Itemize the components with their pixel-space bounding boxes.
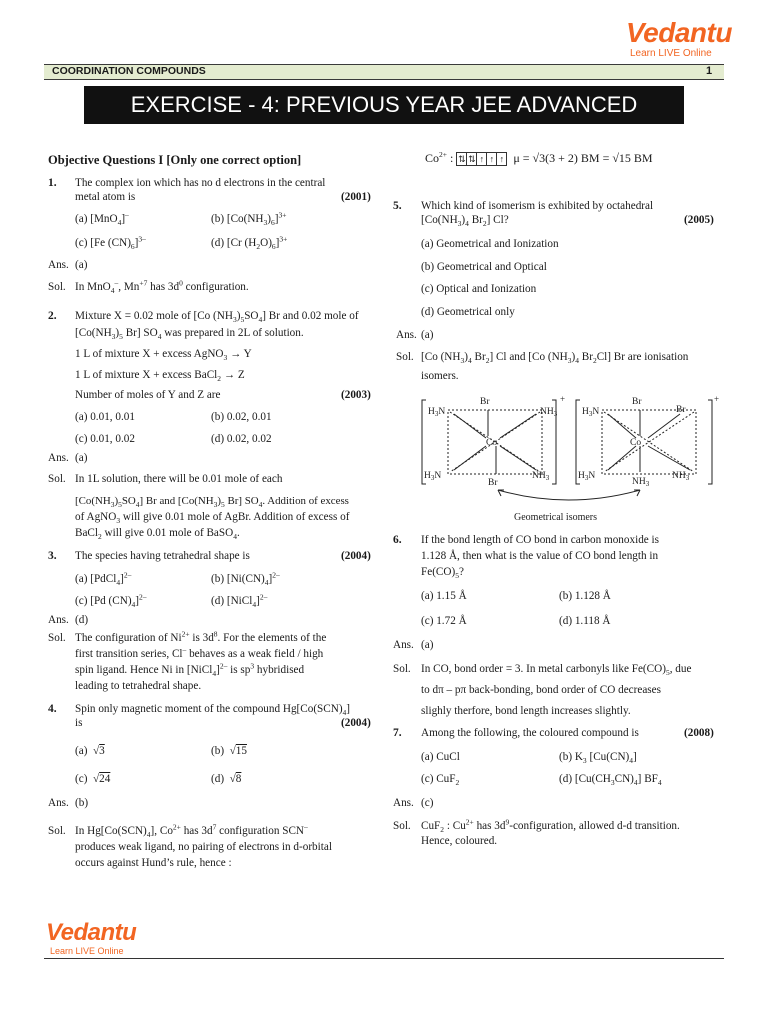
q1-stem-line2: metal atom is	[75, 191, 136, 203]
q7-option-d: (d) $[Cu(CH_3CN)_4]$ $BF_4$	[559, 773, 662, 788]
q4-number: 4.	[48, 703, 57, 715]
chapter-title: COORDINATION COMPOUNDS	[52, 65, 206, 77]
co-ion-label: Co	[425, 151, 440, 165]
q4-option-c: (c) √24	[75, 773, 111, 785]
q5-stem-line1: Which kind of isomerism is exhibited by octahedral	[421, 200, 654, 212]
orbital-box: ⇅	[458, 154, 466, 164]
q1-option-a: (a) [MnO$_4$]–	[75, 210, 129, 228]
exercise-title: EXERCISE - 4: PREVIOUS YEAR JEE ADVANCED QUESTION	[84, 86, 684, 124]
q2-answer-label: Ans.	[48, 452, 69, 464]
q5-option-a: (a) Geometrical and Ionization	[421, 238, 559, 250]
q6-option-c: (c) 1.72 Å	[421, 615, 467, 627]
left-co: Co	[486, 438, 498, 448]
q5-option-b: (b) Geometrical and Optical	[421, 261, 547, 273]
q3-option-d: (d) [NiCl$_4$]$^{2-}$	[211, 592, 268, 610]
q3-solution-label: Sol.	[48, 632, 66, 644]
q7-year: (2008)	[684, 727, 714, 739]
q4-option-a: (a) √3	[75, 745, 105, 757]
q1-option-d: (d) [Cr $(H_2O)_6]^{3+}$	[211, 234, 288, 252]
q2-answer: (a)	[75, 452, 88, 464]
page-number: 1	[706, 65, 713, 77]
header-logo	[626, 18, 736, 62]
q6-option-b: (b) 1.128 Å	[559, 590, 611, 602]
footer-brand-tagline: Learn LIVE Online	[50, 946, 124, 956]
footer-divider	[44, 958, 724, 959]
q4-option-b: (b) √15	[211, 745, 247, 757]
orbital-boxes	[456, 151, 509, 165]
q3-option-a: (a) [PdCl$_4$]$^{2-}$	[75, 570, 132, 588]
q3-solution-line1: The configuration of $Ni^{2+}$ is $3d^8$. For the elements of the	[75, 629, 327, 644]
q6-answer: (a)	[421, 639, 434, 651]
q7-answer: (c)	[421, 797, 434, 809]
q5-solution-line1: [Co $(NH_3)_4$ $Br_2$] Cl and [Co $(NH_3)_4$ $Br_2Cl$] Br are ionisation	[421, 351, 689, 366]
q3-answer: (d)	[75, 614, 89, 626]
q4-solution-line3: occurs against Hund’s rule, hence :	[75, 857, 232, 869]
left-br-bottom: Br	[488, 478, 498, 488]
left-br-top: Br	[480, 397, 490, 407]
svg-text:+: +	[714, 394, 720, 404]
q3-solution-line4: leading to tetrahedral shape.	[75, 680, 202, 692]
left-nh3-topright: $NH_3$	[540, 407, 558, 418]
left-h3n-bottomleft: $H_3N$	[424, 471, 442, 482]
q1-answer-label: Ans.	[48, 259, 69, 271]
diagram-caption: Geometrical isomers	[514, 512, 598, 523]
q4-solution-label: Sol.	[48, 825, 66, 837]
q2-option-a: (a) 0.01, 0.01	[75, 411, 135, 423]
q7-solution-line1: CuF$_2$ : $Cu^{2+}$ has $3d^9$-configuration, allowed d-d transition.	[421, 817, 680, 835]
right-h3n-topleft: $H_3N$	[582, 407, 600, 418]
q1-option-b: (b) $[Co(NH_3)_6]^{3+}$	[211, 210, 287, 228]
q5-answer: (a)	[421, 329, 434, 341]
magnetic-moment-formula: μ = √3(3 + 2) BM = √15 BM	[513, 151, 653, 165]
q2-line3: 1 L of mixture X + excess AgNO$_3$ → Y	[75, 348, 252, 363]
brand-tagline: Learn LIVE Online	[630, 48, 712, 59]
q2-line4: 1 L of mixture X + excess BaCl$_2$ → Z	[75, 369, 245, 384]
q5-option-d: (d) Geometrical only	[421, 306, 515, 318]
q5-solution-label: Sol.	[396, 351, 414, 363]
q6-option-d: (d) 1.118 Å	[559, 615, 611, 627]
right-nh3-bottomright: $NH_3$	[672, 471, 690, 482]
q7-solution-line2: Hence, coloured.	[421, 835, 498, 847]
q6-answer-label: Ans.	[393, 639, 414, 651]
q2-solution-line3: of AgNO$_3$ will give 0.01 mole of AgBr. Addition of excess of	[75, 511, 350, 526]
q5-solution-line2: isomers.	[421, 370, 459, 382]
q1-stem-line1: The complex ion which has no d electrons in the central	[75, 177, 326, 189]
q3-stem: The species having tetrahedral shape is	[75, 550, 250, 562]
q6-stem-line3: $Fe(CO)_5$?	[421, 566, 464, 581]
q4-answer-label: Ans.	[48, 797, 69, 809]
right-br-top: Br	[632, 397, 642, 407]
q2-option-c: (c) 0.01, 0.02	[75, 433, 135, 445]
q7-option-a: (a) CuCl	[421, 751, 460, 763]
svg-text:+: +	[560, 394, 566, 404]
orbital-box: ⇅	[468, 154, 476, 164]
q6-option-a: (a) 1.15 Å	[421, 590, 467, 602]
q5-option-c: (c) Optical and Ionization	[421, 283, 537, 295]
q5-answer-label: Ans.	[396, 329, 417, 341]
q7-answer-label: Ans.	[393, 797, 414, 809]
orbital-box: ↑	[486, 152, 497, 166]
q6-number: 6.	[393, 534, 402, 546]
q3-option-b: (b) $[Ni(CN)_4]^{2-}$	[211, 570, 280, 588]
q7-number: 7.	[393, 727, 402, 739]
q3-number: 3.	[48, 550, 57, 562]
q3-answer-label: Ans.	[48, 614, 69, 626]
q6-solution-line3: slighly therfore, bond length increases slightly.	[421, 705, 631, 717]
q7-option-c: (c) CuF$_2$	[421, 773, 460, 788]
q5-stem-line2: [$Co(NH_3)_4$ $Br_2$] Cl?	[421, 214, 509, 229]
right-br-topright: Br	[676, 405, 686, 415]
q4-stem-line1: Spin only magnetic moment of the compound $Hg[Co(SCN)_4]$	[75, 703, 351, 718]
q4-stem-line2: is	[75, 717, 83, 729]
q4-solution-line1: In $Hg[Co(SCN)_4]$, $Co^{2+}$ has $3d^7$ configuration SCN–	[75, 822, 308, 840]
left-nh3-bottomright: $NH_3$	[532, 471, 550, 482]
q7-option-b: (b) $K_3$ $[Cu(CN)_4]$	[559, 751, 637, 766]
q2-solution-line4: BaCl$_2$ will give 0.01 mole of BaSO$_4$.	[75, 527, 240, 542]
q3-solution-line3: spin ligand. Hence Ni in [NiCl$_4$]$^{2-}$ is $sp^3$ hybridised	[75, 661, 305, 679]
q4-solution-line2: produces weak ligand, no pairing of electrons in d-orbital	[75, 841, 332, 853]
q4-answer: (b)	[75, 797, 89, 809]
footer-logo	[46, 920, 156, 960]
right-h3n-bottomleft: $H_3N$	[578, 471, 596, 482]
q6-solution-label: Sol.	[393, 663, 411, 675]
q1-solution-label: Sol.	[48, 281, 66, 293]
q4-year: (2004)	[341, 717, 371, 729]
q1-answer: (a)	[75, 259, 88, 271]
q1-solution: In MnO$_4$–, $Mn^{+7}$ has $3d^0$ configuration.	[75, 278, 249, 296]
left-h3n-topleft: $H_3N$	[428, 407, 446, 418]
q4-option-d: (d) √8	[211, 773, 242, 785]
q2-number: 2.	[48, 310, 57, 322]
section-heading: Objective Questions I [Only one correct option]	[48, 153, 302, 167]
q7-stem: Among the following, the coloured compound is	[421, 727, 639, 739]
q6-stem-line1: If the bond length of CO bond in carbon monoxide is	[421, 534, 660, 546]
footer-brand-wordmark: Vedantu	[46, 919, 137, 946]
geometrical-isomers-diagram	[418, 392, 718, 528]
q2-solution-line2: $[Co(NH_3)_5SO_4]$ Br and [$Co(NH_3)_5$ Br] $SO_4$. Addition of excess	[75, 495, 349, 510]
orbital-box: ↑	[496, 152, 507, 166]
q2-solution-line1: In 1L solution, there will be 0.01 mole of each	[75, 473, 283, 485]
q2-option-d: (d) 0.02, 0.02	[211, 433, 272, 445]
q3-year: (2004)	[341, 550, 371, 562]
q1-option-c: (c) [Fe $(CN)_6]^{3-}$	[75, 234, 146, 252]
q1-year: (2001)	[341, 191, 371, 203]
q2-line2: [$Co(NH_3)_5$ Br] $SO_4$ was prepared in 2L of solution.	[75, 327, 304, 342]
q6-stem-line2: 1.128 Å, then what is the value of CO bond length in	[421, 550, 659, 562]
q6-solution-line2: to dπ – pπ back-bonding, bond order of CO decreases	[421, 684, 661, 696]
q2-line1: Mixture X = 0.02 mole of [Co $(NH_3)_5SO_4$] Br and 0.02 mole of	[75, 310, 359, 325]
q7-solution-label: Sol.	[393, 820, 411, 832]
q1-number: 1.	[48, 177, 57, 189]
q5-number: 5.	[393, 200, 402, 212]
q5-year: (2005)	[684, 214, 714, 226]
isomer-arrow	[498, 490, 640, 500]
q2-option-b: (b) 0.02, 0.01	[211, 411, 272, 423]
q3-option-c: (c) [Pd $(CN)_4]^{2-}$	[75, 592, 147, 610]
q2-solution-label: Sol.	[48, 473, 66, 485]
orbital-box: ↑	[476, 152, 487, 166]
q3-solution-line2: first transition series, Cl– behaves as a weak field / high	[75, 645, 324, 660]
right-co: Co	[630, 438, 642, 448]
q6-solution-line1: In CO, bond order = 3. In metal carbonyls like $Fe(CO)_5$, due	[421, 663, 692, 678]
brand-wordmark: Vedantu	[626, 17, 732, 48]
right-nh3-bottom: $NH_3$	[632, 477, 650, 488]
q4-orbital-diagram: $Co^{2+}$ : ⇅ ⇅ ↑ ↑ ↑ μ = √3(3 + 2) BM = √15 BM	[425, 150, 653, 165]
q2-year: (2003)	[341, 389, 371, 401]
q2-line5: Number of moles of Y and Z are	[75, 389, 221, 401]
